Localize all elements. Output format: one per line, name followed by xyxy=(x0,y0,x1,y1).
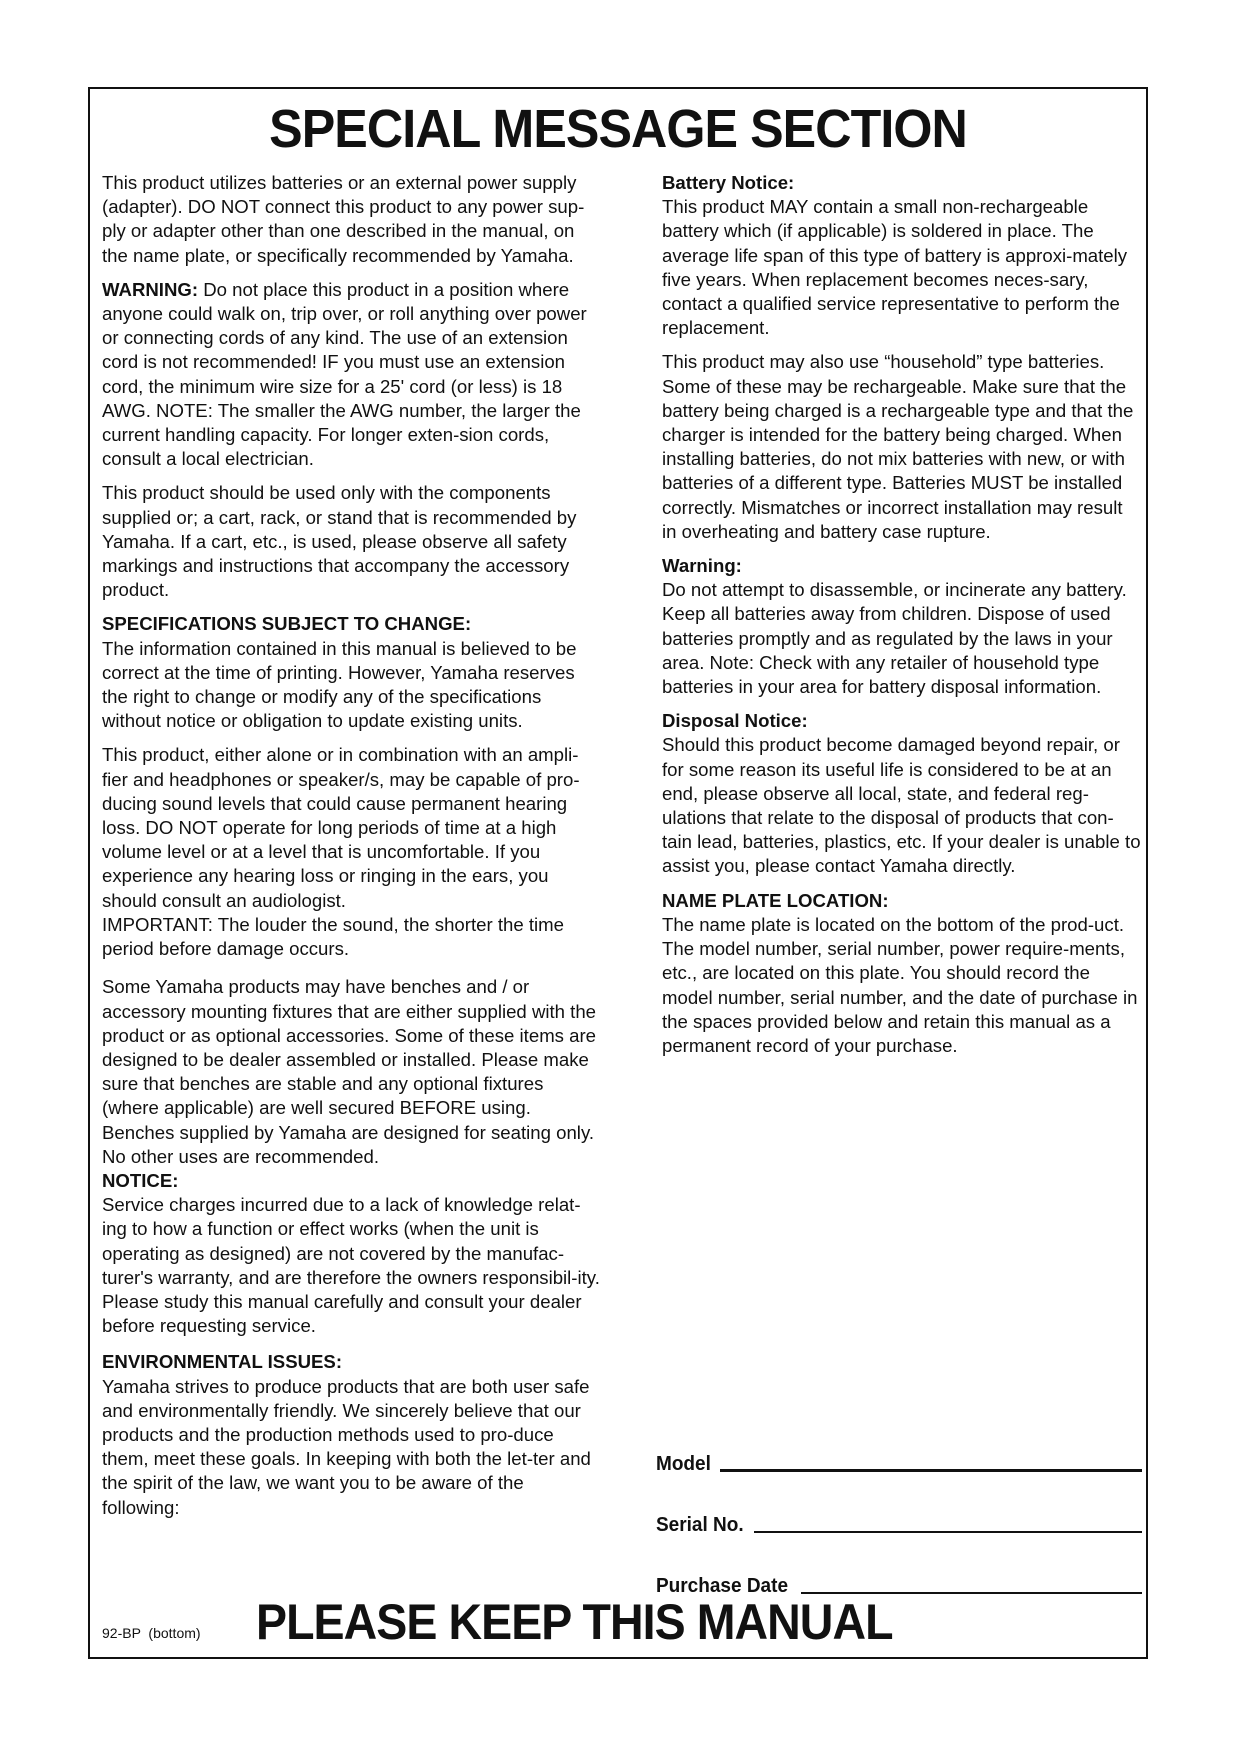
warning-text: Do not place this product in a position where anyone could walk on, trip over, or roll anything over power or connecting cords of any kind. The use of an extension cord is not recommended! IF you must use an extension cord, the minimum wire size for a 25' cord (or less) is 18 AWG. NOTE: The smaller the AWG number, the larger the current handling capacity. For longer exten-sion cords, consult a local electrician. xyxy=(102,278,587,470)
specs-paragraph: The information contained in this manual is believed to be correct at the time of printing. However, Yamaha reserves the right to change or modify any of the specifications without notice or obligation to update existing units. xyxy=(102,637,577,732)
name-plate-heading: NAME PLATE LOCATION: xyxy=(662,889,889,911)
disposal-notice-paragraph: Should this product become damaged beyond repair, or for some reason its useful life is considered to be at an end, please observe all local, state, and federal reg-ulations that relate to the disposal of products that con-tain lead, batteries, plastics, etc. If your dealer is unable to assist you, please contact Yamaha directly. xyxy=(662,734,1141,877)
notice-heading: NOTICE: xyxy=(102,1169,179,1191)
purchase-date-label: Purchase Date xyxy=(656,1575,789,1597)
notice-paragraph: Service charges incurred due to a lack of knowledge relat-ing to how a function or effect works (when the unit is operating as designed) are not covered by the manufac-turer's warranty, and are therefore the owners responsibil-ity. Please study this manual carefully and consult your dealer before requesting service. xyxy=(102,1194,600,1337)
benches-paragraph: Some Yamaha products may have benches and / or accessory mounting fixtures that are either supplied with the product or as optional accessories. Some of these items are designed to be dealer assembled or installed. Please make sure that benches are stable and any optional fixtures (where applicable) are well secured BEFORE using. xyxy=(102,976,597,1119)
right-column xyxy=(662,171,1142,1068)
important-paragraph: IMPORTANT: The louder the sound, the shorter the time period before damage occurs. xyxy=(102,913,564,960)
model-row xyxy=(656,1415,1142,1476)
warning-paragraph xyxy=(102,278,602,472)
specs-heading: SPECIFICATIONS SUBJECT TO CHANGE: xyxy=(102,613,472,635)
environmental-paragraph: Yamaha strives to produce products that are both user safe and environmentally friendly. We sincerely believe that our products and the production methods used to pro-duce them, meet these goals. In keeping with both the let-ter and the spirit of the law, we want you to be aware of the following: xyxy=(102,1375,591,1518)
serial-label: Serial No. xyxy=(656,1514,744,1536)
environmental-heading: ENVIRONMENTAL ISSUES: xyxy=(102,1351,343,1373)
model-label: Model xyxy=(656,1453,711,1475)
benches-note: Benches supplied by Yamaha are designed for seating only. No other uses are recommended. xyxy=(102,1121,595,1167)
document-code: 92-BP (bottom) xyxy=(102,1625,201,1641)
warning-label: WARNING: xyxy=(102,278,199,300)
battery-warning-heading: Warning: xyxy=(662,555,742,577)
components-paragraph: This product should be used only with the components supplied or; a cart, rack, or stand that is recommended by Yamaha. If a cart, etc., is used, please observe all safety markings and instructions that accompany the accessory product. xyxy=(102,482,577,601)
serial-field[interactable] xyxy=(754,1530,1142,1533)
battery-warning-paragraph: Do not attempt to disassemble, or incinerate any battery. Keep all batteries away from children. Dispose of used batteries promptly and as regulated by the laws in your area. Note: Check with any retailer of household type batteries in your area for battery disposal information. xyxy=(662,579,1127,698)
serial-row xyxy=(656,1476,1142,1537)
battery-notice-paragraph: This product MAY contain a small non-rechargeable battery which (if applicable) is soldered in place. The average life span of this type of battery is approxi-mately five years. When replacement becomes neces-sary, contact a qualified service representative to perform the replacement. xyxy=(662,196,1128,339)
name-plate-paragraph: The name plate is located on the bottom of the prod-uct. The model number, serial number, power require-ments, etc., are located on this plate. You should record the model number, serial number, and the date of purchase in the spaces provided below and retain this manual as a permanent record of your purchase. xyxy=(662,913,1138,1056)
footer-title: PLEASE KEEP THIS MANUAL xyxy=(256,1594,893,1650)
battery-notice-heading: Battery Notice: xyxy=(662,172,795,193)
purchase-date-row xyxy=(656,1537,1142,1598)
disposal-notice-heading: Disposal Notice: xyxy=(662,710,808,732)
ownership-record-form xyxy=(656,1415,1142,1598)
hearing-paragraph: This product, either alone or in combination with an ampli-fier and headphones or speaker/s, may be capable of pro-ducing sound levels that could cause permanent hearing loss. DO NOT operate for long periods of time at a high volume level or at a level that is uncomfortable. If you experience any hearing loss or ringing in the ears, you should consult an audiologist. xyxy=(102,744,580,911)
page-title: SPECIAL MESSAGE SECTION xyxy=(269,99,967,159)
model-field[interactable] xyxy=(720,1468,1142,1472)
household-batteries-paragraph: This product may also use “household” type batteries. Some of these may be rechargeable. Make sure that the battery being charged is a rechargeable type and that the charger is intended for the battery being charged. When installing batteries, do not mix batteries with new, or with batteries of a different type. Batteries MUST be installed correctly. Mismatches or incorrect installation may result in overheating and battery case rupture. xyxy=(662,351,1134,542)
power-supply-paragraph: This product utilizes batteries or an external power supply (adapter). DO NOT connect this product to any power sup-ply or adapter other than one described in the manual, on the name plate, or specifically recommended by Yamaha. xyxy=(102,172,585,266)
left-column xyxy=(102,171,602,1530)
special-message-frame xyxy=(88,87,1148,1659)
